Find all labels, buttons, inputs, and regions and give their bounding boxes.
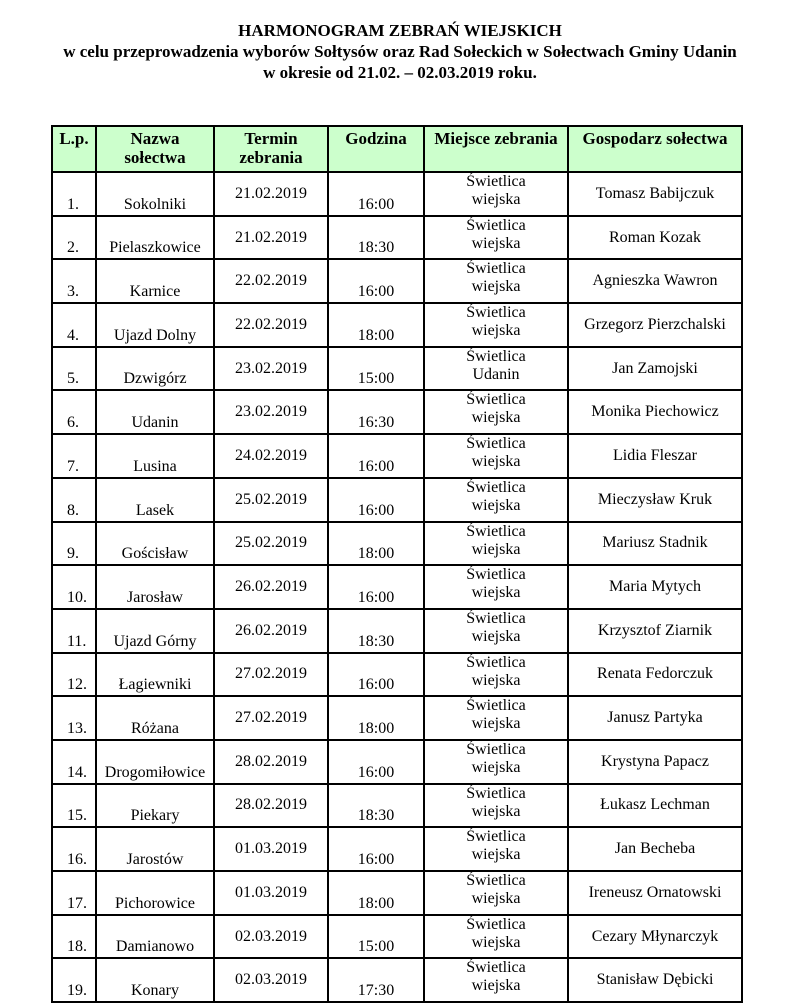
meeting-time: 16:00 xyxy=(328,565,424,609)
meeting-place-line2: wiejska xyxy=(471,890,521,907)
village-name: Jarosław xyxy=(96,565,214,609)
meeting-place-line2: wiejska xyxy=(471,977,521,995)
meeting-place-line1: Świetlica xyxy=(466,566,526,584)
table-row xyxy=(52,434,742,478)
meeting-time: 16:00 xyxy=(328,259,424,303)
column-header-time: Godzina xyxy=(328,126,424,172)
row-number: 9. xyxy=(52,522,96,566)
meeting-place-line1: Świetlica xyxy=(466,784,526,802)
village-host: Monika Piechowicz xyxy=(568,390,742,434)
row-number: 11. xyxy=(52,609,96,653)
meeting-place xyxy=(424,958,568,1002)
meeting-place-line1: Świetlica xyxy=(466,478,526,496)
meeting-date: 27.02.2019 xyxy=(214,653,328,697)
village-name: Damianowo xyxy=(96,915,214,959)
village-name: Dzwigórz xyxy=(96,347,214,391)
meeting-date: 22.02.2019 xyxy=(214,303,328,347)
meeting-date: 23.02.2019 xyxy=(214,390,328,434)
meeting-date: 24.02.2019 xyxy=(214,434,328,478)
meeting-time: 16:30 xyxy=(328,390,424,434)
column-header-host: Gospodarz sołectwa xyxy=(568,126,742,172)
table-row xyxy=(52,827,742,871)
meeting-place xyxy=(424,609,568,653)
village-name: Lasek xyxy=(96,478,214,522)
row-number: 18. xyxy=(52,915,96,959)
meeting-date: 23.02.2019 xyxy=(214,347,328,391)
table-row xyxy=(52,303,742,347)
meeting-time: 16:00 xyxy=(328,740,424,784)
meeting-time: 16:00 xyxy=(328,172,424,216)
meeting-place-line2: wiejska xyxy=(471,278,521,296)
village-name: Łagiewniki xyxy=(96,653,214,697)
meeting-date: 02.03.2019 xyxy=(214,958,328,1002)
meeting-place xyxy=(424,303,568,347)
village-host: Krzysztof Ziarnik xyxy=(568,609,742,653)
village-name: Piekary xyxy=(96,784,214,828)
table-row xyxy=(52,347,742,391)
meeting-time: 16:00 xyxy=(328,653,424,697)
meeting-place-line1: Świetlica xyxy=(466,697,526,715)
row-number: 17. xyxy=(52,871,96,915)
meeting-date: 27.02.2019 xyxy=(214,696,328,740)
row-number: 14. xyxy=(52,740,96,784)
table-row xyxy=(52,784,742,828)
village-host: Cezary Młynarczyk xyxy=(568,915,742,959)
meeting-place-line2: wiejska xyxy=(471,802,521,820)
row-number: 10. xyxy=(52,565,96,609)
meeting-place-line1: Świetlica xyxy=(466,391,526,409)
meeting-date: 28.02.2019 xyxy=(214,740,328,784)
meeting-place-line2: Udanin xyxy=(472,365,520,383)
schedule-table xyxy=(51,125,743,1003)
table-row xyxy=(52,915,742,959)
meeting-date: 25.02.2019 xyxy=(214,522,328,566)
meeting-date: 01.03.2019 xyxy=(214,827,328,871)
meeting-place-line1: Świetlica xyxy=(466,959,526,977)
row-number: 6. xyxy=(52,390,96,434)
table-row xyxy=(52,871,742,915)
village-host: Roman Kozak xyxy=(568,216,742,260)
table-row xyxy=(52,522,742,566)
village-name: Ujazd Górny xyxy=(96,609,214,653)
village-name: Sokolniki xyxy=(96,172,214,216)
meeting-place xyxy=(424,347,568,391)
meeting-place-line2: wiejska xyxy=(471,846,521,864)
village-name: Drogomiłowice xyxy=(96,740,214,784)
meeting-time: 18:00 xyxy=(328,696,424,740)
village-name: Jarostów xyxy=(96,827,214,871)
row-number: 16. xyxy=(52,827,96,871)
meeting-place-line2: wiejska xyxy=(471,322,521,340)
village-host: Krystyna Papacz xyxy=(568,740,742,784)
meeting-place-line1: Świetlica xyxy=(466,260,526,278)
meeting-place-line2: wiejska xyxy=(471,758,521,776)
meeting-time: 18:30 xyxy=(328,609,424,653)
table-row xyxy=(52,390,742,434)
meeting-place-line1: Świetlica xyxy=(466,435,526,453)
column-header-lp: L.p. xyxy=(52,126,96,172)
meeting-place-line1: Świetlica xyxy=(466,653,526,671)
village-host: Agnieszka Wawron xyxy=(568,259,742,303)
row-number: 3. xyxy=(52,259,96,303)
village-host: Jan Zamojski xyxy=(568,347,742,391)
village-host: Mieczysław Kruk xyxy=(568,478,742,522)
village-host: Grzegorz Pierzchalski xyxy=(568,303,742,347)
meeting-place xyxy=(424,434,568,478)
meeting-place xyxy=(424,827,568,871)
meeting-time: 15:00 xyxy=(328,347,424,391)
meeting-time: 18:30 xyxy=(328,784,424,828)
meeting-date: 28.02.2019 xyxy=(214,784,328,828)
village-host: Janusz Partyka xyxy=(568,696,742,740)
meeting-place xyxy=(424,915,568,959)
village-name: Karnice xyxy=(96,259,214,303)
village-host: Maria Mytych xyxy=(568,565,742,609)
table-row xyxy=(52,478,742,522)
village-name: Różana xyxy=(96,696,214,740)
meeting-date: 01.03.2019 xyxy=(214,871,328,915)
village-name: Ujazd Dolny xyxy=(96,303,214,347)
meeting-time: 18:30 xyxy=(328,216,424,260)
village-host: Lidia Fleszar xyxy=(568,434,742,478)
row-number: 2. xyxy=(52,216,96,260)
meeting-time: 18:00 xyxy=(328,303,424,347)
row-number: 7. xyxy=(52,434,96,478)
meeting-place-line2: wiejska xyxy=(471,540,521,558)
village-name: Udanin xyxy=(96,390,214,434)
meeting-time: 18:00 xyxy=(328,871,424,915)
meeting-place-line2: wiejska xyxy=(471,715,521,733)
table-row xyxy=(52,609,742,653)
row-number: 5. xyxy=(52,347,96,391)
table-row xyxy=(52,216,742,260)
meeting-time: 16:00 xyxy=(328,478,424,522)
meeting-date: 25.02.2019 xyxy=(214,478,328,522)
document-header xyxy=(0,20,800,83)
meeting-place-line1: Świetlica xyxy=(466,828,526,846)
village-host: Ireneusz Ornatowski xyxy=(568,871,742,915)
meeting-place-line2: wiejska xyxy=(471,234,521,252)
meeting-place-line2: wiejska xyxy=(471,933,521,951)
meeting-place-line1: Świetlica xyxy=(466,522,526,540)
meeting-place xyxy=(424,390,568,434)
village-host: Stanisław Dębicki xyxy=(568,958,742,1002)
village-host: Łukasz Lechman xyxy=(568,784,742,828)
meeting-place xyxy=(424,740,568,784)
document-title: HARMONOGRAM ZEBRAŃ WIEJSKICH xyxy=(238,21,562,40)
table-row xyxy=(52,740,742,784)
meeting-place-line2: wiejska xyxy=(471,453,521,471)
meeting-place-line1: Świetlica xyxy=(466,216,526,234)
table-header-row xyxy=(52,126,742,172)
table-row xyxy=(52,958,742,1002)
meeting-place-line2: wiejska xyxy=(471,409,521,427)
village-host: Renata Fedorczuk xyxy=(568,653,742,697)
meeting-date: 26.02.2019 xyxy=(214,609,328,653)
meeting-place-line1: Świetlica xyxy=(466,915,526,933)
table-row xyxy=(52,565,742,609)
meeting-date: 22.02.2019 xyxy=(214,259,328,303)
table-row xyxy=(52,259,742,303)
meeting-place xyxy=(424,696,568,740)
document-subtitle: w celu przeprowadzenia wyborów Sołtysów oraz Rad Sołeckich w Sołectwach Gminy Udanin xyxy=(63,42,737,61)
column-header-name: Nazwa sołectwa xyxy=(96,126,214,172)
meeting-place xyxy=(424,478,568,522)
column-header-place: Miejsce zebrania xyxy=(424,126,568,172)
meeting-date: 26.02.2019 xyxy=(214,565,328,609)
meeting-time: 18:00 xyxy=(328,522,424,566)
meeting-place xyxy=(424,871,568,915)
meeting-place xyxy=(424,172,568,216)
meeting-date: 02.03.2019 xyxy=(214,915,328,959)
meeting-time: 16:00 xyxy=(328,434,424,478)
meeting-place xyxy=(424,784,568,828)
village-host: Tomasz Babijczuk xyxy=(568,172,742,216)
meeting-place-line2: wiejska xyxy=(471,627,521,645)
village-host: Jan Becheba xyxy=(568,827,742,871)
meeting-place-line2: wiejska xyxy=(471,671,521,689)
village-name: Gościsław xyxy=(96,522,214,566)
meeting-place-line1: Świetlica xyxy=(466,347,526,365)
meeting-place-line2: wiejska xyxy=(471,496,521,514)
meeting-place-line1: Świetlica xyxy=(466,173,526,190)
table-row xyxy=(52,653,742,697)
village-name: Pielaszkowice xyxy=(96,216,214,260)
meeting-place-line1: Świetlica xyxy=(466,304,526,322)
meeting-place xyxy=(424,522,568,566)
column-header-date: Termin zebrania xyxy=(214,126,328,172)
row-number: 15. xyxy=(52,784,96,828)
meeting-place xyxy=(424,259,568,303)
meeting-date: 21.02.2019 xyxy=(214,172,328,216)
row-number: 19. xyxy=(52,958,96,1002)
table-row xyxy=(52,696,742,740)
village-name: Lusina xyxy=(96,434,214,478)
village-name: Pichorowice xyxy=(96,871,214,915)
meeting-place xyxy=(424,216,568,260)
meeting-place xyxy=(424,653,568,697)
row-number: 8. xyxy=(52,478,96,522)
row-number: 13. xyxy=(52,696,96,740)
meeting-time: 15:00 xyxy=(328,915,424,959)
meeting-place-line2: wiejska xyxy=(471,191,521,208)
meeting-place-line1: Świetlica xyxy=(466,872,526,889)
village-name: Konary xyxy=(96,958,214,1002)
row-number: 1. xyxy=(52,172,96,216)
meeting-place-line2: wiejska xyxy=(471,584,521,602)
meeting-place-line1: Świetlica xyxy=(466,609,526,627)
row-number: 4. xyxy=(52,303,96,347)
meeting-place-line1: Świetlica xyxy=(466,740,526,758)
meeting-place xyxy=(424,565,568,609)
document-period: w okresie od 21.02. – 02.03.2019 roku. xyxy=(263,63,537,82)
village-host: Mariusz Stadnik xyxy=(568,522,742,566)
meeting-time: 17:30 xyxy=(328,958,424,1002)
meeting-time: 16:00 xyxy=(328,827,424,871)
row-number: 12. xyxy=(52,653,96,697)
table-row xyxy=(52,172,742,216)
meeting-date: 21.02.2019 xyxy=(214,216,328,260)
